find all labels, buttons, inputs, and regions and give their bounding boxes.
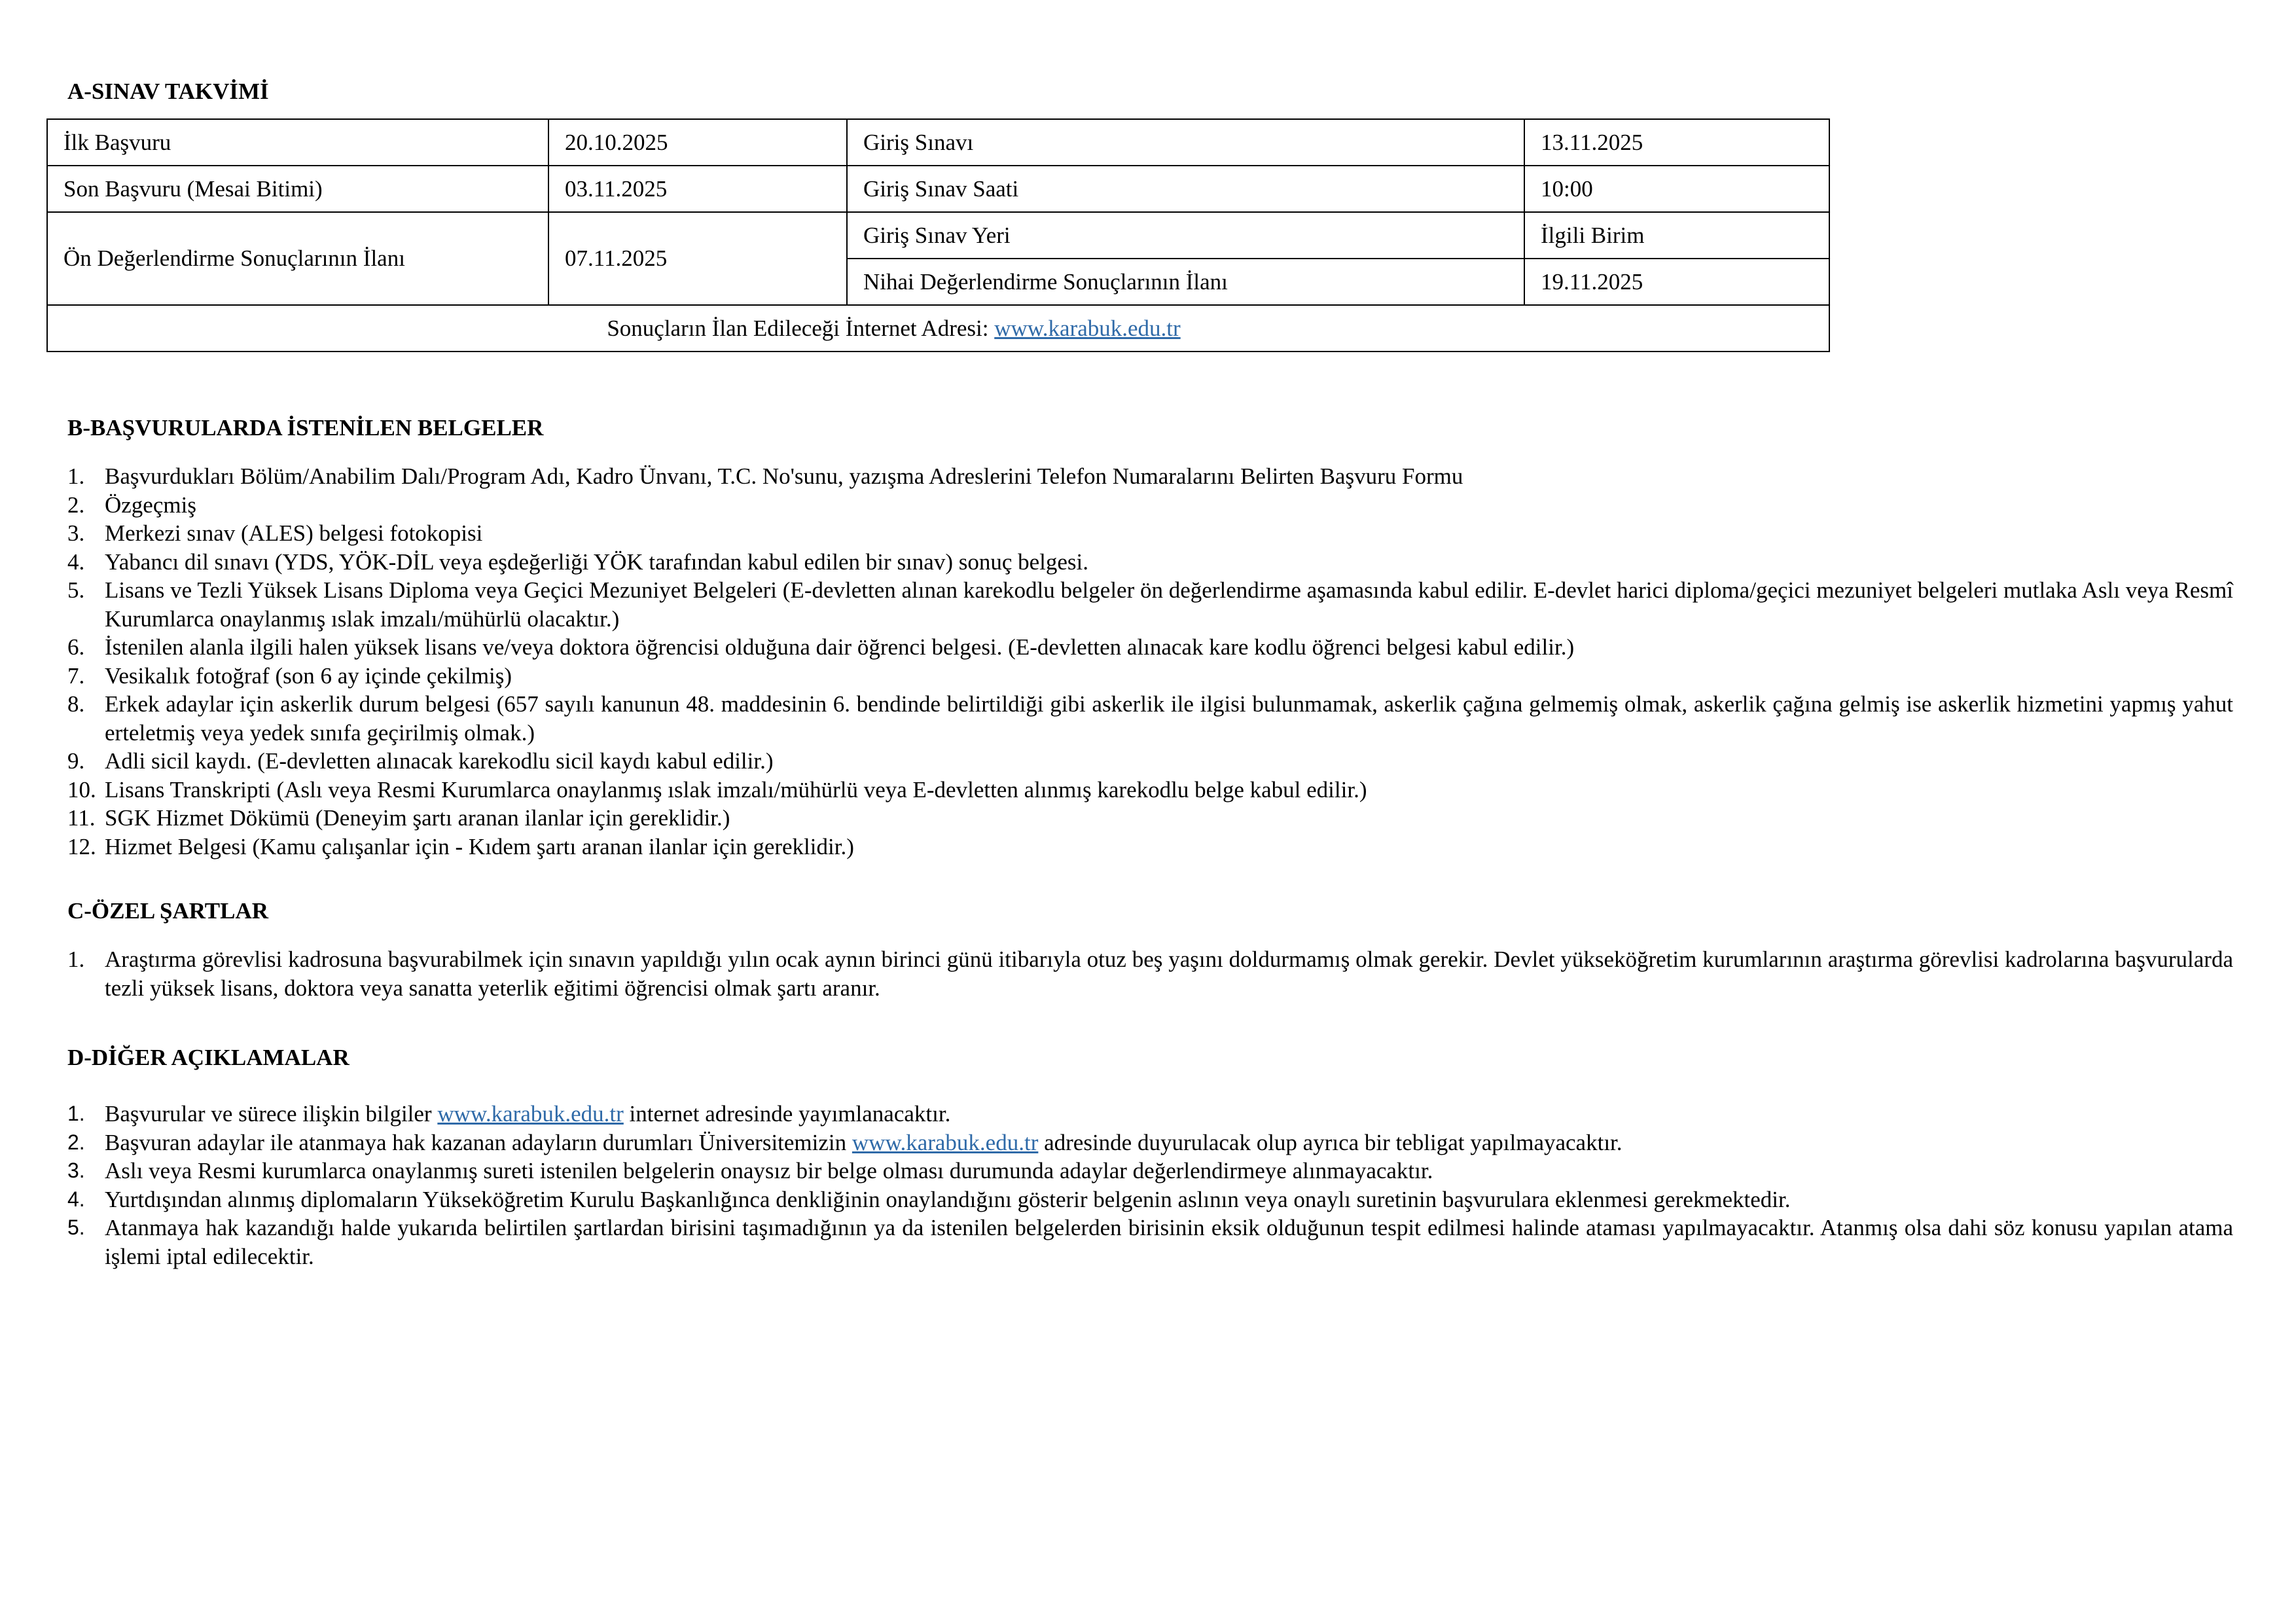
list-item [67,548,2233,577]
table-cell-label: Nihai Değerlendirme Sonuçlarının İlanı [847,259,1524,305]
list-item [67,1214,2233,1271]
list-item-number: 7. [67,662,85,689]
list-item-number: 11. [67,805,96,831]
list-item-text: Aslı veya Resmi kurumlarca onaylanmış sureti istenilen belgelerin onaysız bir belge olması durumunda adaylar değerlendirmeye alınmayacaktır. [105,1158,1433,1183]
results-url-cell [47,305,1829,352]
list-item-text: Adli sicil kaydı. (E-devletten alınacak karekodlu sicil kaydı kabul edilir.) [105,748,774,774]
list-item-text: Erkek adaylar için askerlik durum belgesi (657 sayılı kanunun 48. maddesinin 6. bendinde belirtildiği gibi askerlik ile ilgisi bulunmamak, askerlik çağına gelmemiş olmak, askerlik çağına gelmiş ise askerlik hizmetini yapmış yahut erteletmiş veya yedek sınıfa geçirilmiş olmak.) [105,691,2233,746]
table-cell-label: Ön Değerlendirme Sonuçlarının İlanı [47,212,548,305]
section-a-title: A-SINAV TAKVİMİ [67,79,269,104]
list-item [67,945,2233,1002]
list-item-text-after-link: adresinde duyurulacak olup ayrıca bir tebligat yapılmayacaktır. [1038,1129,1623,1155]
list-item-text: Atanmaya hak kazandığı halde yukarıda belirtilen şartlardan birisini taşımadığının ya da istenilen belgelerden birisinin eksik olduğunun tespit edilmesi halinde ataması yapılmayacaktır. Atanmış olsa dahi söz konusu yapılan atama işlemi iptal edilecektir. [105,1215,2233,1269]
list-item-text: Özgeçmiş [105,492,196,518]
section-b-title: B-BAŞVURULARDA İSTENİLEN BELGELER [67,415,544,441]
list-item-text: Merkezi sınav (ALES) belgesi fotokopisi [105,520,483,546]
list-item-text: Lisans Transkripti (Aslı veya Resmi Kurumlarca onaylanmış ıslak imzalı/mühürlü veya E-devletten alınmış karekodlu belge kabul edilir.) [105,776,1367,803]
list-item-number: 4. [67,1187,85,1211]
list-item [67,833,2233,861]
list-item-number: 10. [67,776,96,803]
table-cell-date: 20.10.2025 [548,119,847,166]
table-row [47,305,1829,352]
special-conditions-list [67,945,2233,1002]
section-d-title: D-DİĞER AÇIKLAMALAR [67,1045,350,1070]
table-cell-value: İlgili Birim [1524,212,1829,259]
table-cell-label: Son Başvuru (Mesai Bitimi) [47,166,548,212]
list-item-number: 1. [67,1102,85,1125]
list-item-text: Yabancı dil sınavı (YDS, YÖK-DİL veya eşdeğerliği YÖK tarafından kabul edilen bir sınav) sonuç belgesi. [105,549,1089,575]
table-cell-date: 13.11.2025 [1524,119,1829,166]
list-item-number: 5. [67,1216,85,1239]
list-item-text-before-link: Başvurular ve sürece ilişkin bilgiler [105,1101,438,1127]
list-item [67,804,2233,833]
list-item-number: 3. [67,520,85,546]
list-item [67,1128,2233,1157]
required-documents-list [67,462,2233,861]
list-item-text: Vesikalık fotoğraf (son 6 ay içinde çekilmiş) [105,662,512,689]
list-item-text: İstenilen alanla ilgili halen yüksek lisans ve/veya doktora öğrencisi olduğuna dair öğrenci belgesi. (E-devletten alınacak kare kodlu öğrenci belgesi kabul edilir.) [105,634,1575,660]
list-item [67,633,2233,662]
list-item-text: Yurtdışından alınmış diplomaların Yükseköğretim Kurulu Başkanlığınca denkliğinin onaylandığını gösterir belgenin aslının veya onaylı suretinin başvurulara eklenmesi gerekmektedir. [105,1186,1791,1212]
list-item-text: Hizmet Belgesi (Kamu çalışanlar için - Kıdem şartı aranan ilanlar için gereklidir.) [105,833,854,859]
list-item-text: Araştırma görevlisi kadrosuna başvurabilmek için sınavın yapıldığı yılın ocak aynın birinci günü itibarıyla otuz beş yaşını doldurmamış olmak gerekir. Devlet yükseköğretim kurumlarının araştırma görevlisi kadrolarına başvurularda tezli yüksek lisans, doktora veya sanatta yeterlik eğitimi öğrencisi olmak şartı aranır. [105,947,2233,1001]
list-item [67,776,2233,804]
list-item-text-after-link: internet adresinde yayımlanacaktır. [623,1101,951,1127]
list-item-number: 9. [67,748,85,774]
table-cell-date: 03.11.2025 [548,166,847,212]
table-row [47,119,1829,166]
table-cell-date: 19.11.2025 [1524,259,1829,305]
table-row [47,212,1829,259]
list-item-number: 1. [67,947,85,972]
exam-schedule-table [46,118,1830,352]
list-item [67,491,2233,520]
table-row [47,166,1829,212]
results-url-link[interactable]: www.karabuk.edu.tr [994,315,1181,341]
list-item-number: 3. [67,1159,85,1182]
karabuk-url-link[interactable]: www.karabuk.edu.tr [437,1101,624,1127]
list-item-number: 2. [67,492,85,518]
list-item [67,1157,2233,1185]
table-cell-time: 10:00 [1524,166,1829,212]
list-item-number: 12. [67,833,96,859]
section-c-title: C-ÖZEL ŞARTLAR [67,898,269,924]
table-cell-label: Giriş Sınav Saati [847,166,1524,212]
list-item-number: 4. [67,549,85,575]
list-item-number: 5. [67,577,85,603]
results-url-label: Sonuçların İlan Edileceği İnternet Adresi: [607,315,989,341]
list-item [67,662,2233,691]
list-item-text: Lisans ve Tezli Yüksek Lisans Diploma veya Geçici Mezuniyet Belgeleri (E-devletten alınan karekodlu belgeler ön değerlendirme aşamasında kabul edilir. E-devlet harici diploma/geçici mezuniyet belgeleri mutlaka Aslı veya Resmî Kurumlarca onaylanmış ıslak imzalı/mühürlü olacaktır.) [105,577,2233,632]
list-item [67,690,2233,747]
other-notes-list [67,1100,2233,1271]
list-item [67,576,2233,633]
list-item [67,747,2233,776]
list-item-number: 6. [67,634,85,660]
list-item [67,462,2233,491]
list-item [67,519,2233,548]
list-item [67,1185,2233,1214]
karabuk-url-link[interactable]: www.karabuk.edu.tr [852,1129,1039,1155]
table-cell-date: 07.11.2025 [548,212,847,305]
list-item-number: 1. [67,463,85,489]
list-item-text-before-link: Başvuran adaylar ile atanmaya hak kazanan adayların durumları Üniversitemizin [105,1129,852,1155]
table-cell-label: İlk Başvuru [47,119,548,166]
table-cell-label: Giriş Sınav Yeri [847,212,1524,259]
list-item-number: 2. [67,1130,85,1154]
table-cell-label: Giriş Sınavı [847,119,1524,166]
list-item-text: Başvurdukları Bölüm/Anabilim Dalı/Program Adı, Kadro Ünvanı, T.C. No'sunu, yazışma Adreslerini Telefon Numaralarını Belirten Başvuru Formu [105,463,1463,489]
list-item-text: SGK Hizmet Dökümü (Deneyim şartı aranan ilanlar için gereklidir.) [105,805,730,831]
list-item [67,1100,2233,1128]
list-item-number: 8. [67,691,85,717]
